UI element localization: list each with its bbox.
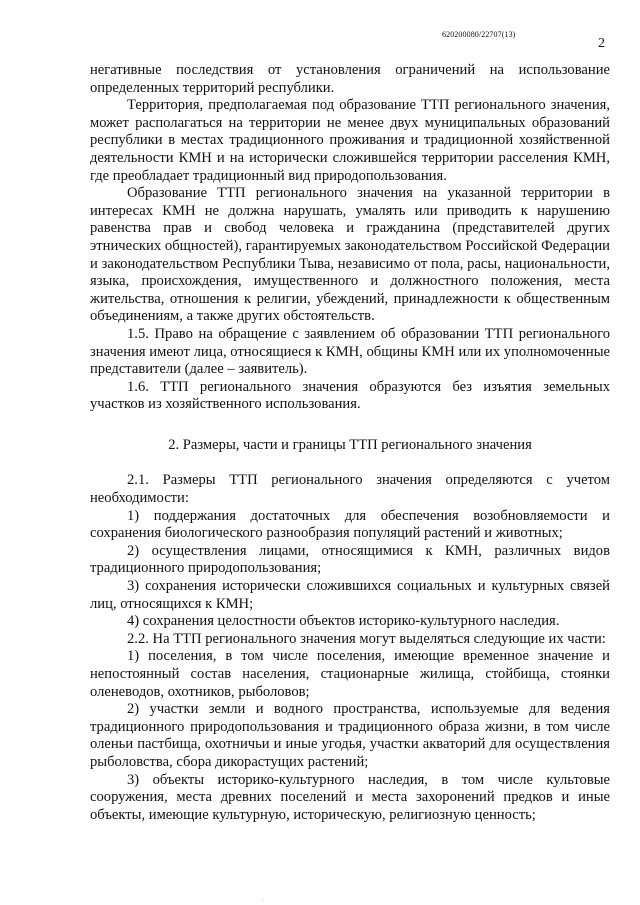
paragraph: 2.1. Размеры ТТП регионального значения определяются с учетом необходимости: [90,472,610,507]
document-body [90,62,610,824]
paragraph: 1.6. ТТП регионального значения образуются без изъятия земельных участков из хозяйственного использования. [90,378,610,413]
page-number: 2 [598,36,605,51]
footer-mark: . [262,896,264,902]
list-item: 2) осуществления лицами, относящимися к КМН, различных видов традиционного природопользования; [90,542,610,577]
list-item: 4) сохранения целостности объектов историко-культурного наследия. [127,613,560,630]
paragraph: негативные последствия от установления ограничений на использование определенных территорий республики. [90,62,610,96]
paragraph: 1.5. Право на обращение с заявлением об образовании ТТП регионального значения имеют лица, относящиеся к КМН, общины КМН или их уполномоченные представители (далее – заявитель). [90,325,610,378]
list-item: 1) поддержания достаточных для обеспечения возобновляемости и сохранения биологического разнообразия популяций растений и животных; [90,507,610,542]
list-item: 3) объекты историко-культурного наследия, в том числе культовые сооружения, места древних поселений и места захоронений предков и иные объекты, имеющие культурную, историческую, религиозную ценность; [90,771,610,823]
paragraph: Образование ТТП регионального значения на указанной территории в интересах КМН не должна нарушать, умалять или приводить к нарушению равенства прав и свобод человека и гражданина (представителей других этнических общностей), гарантируемых законодательством Российской Федерации и законодательством Республики Тыва, независимо от пола, расы, национальности, языка, происхождения, имущественного и должностного положения, места жительства, отношения к религии, убеждений, принадлежности к общественным объединениям, а также других обстоятельств. [90,185,610,325]
paragraph: Территория, предполагаемая под образование ТТП регионального значения, может располагаться на территории не менее двух муниципальных образований республики в местах традиционного проживания и традиционной хозяйственной деятельности КМН и на исторически сложившейся территории расселения КМН, где преобладает традиционный вид природопользования. [90,97,610,184]
list-item: 1) поселения, в том числе поселения, имеющие временное значение и непостоянный состав населения, стационарные жилища, стойбища, стоянки оленеводов, охотников, рыболовов; [90,648,610,700]
list-item: 2) участки земли и водного пространства, используемые для ведения традиционного природопользования и традиционного образа жизни, в том числе оленьи пастбища, охотничьи и иные угодья, участки акваторий для осуществления рыболовства, сбора дикорастущих растений; [90,701,610,770]
paragraph: 2.2. На ТТП регионального значения могут выделяться следующие их части: [127,630,606,647]
section-heading: 2. Размеры, части и границы ТТП регионального значения [168,436,532,453]
list-item: 3) сохранения исторически сложившихся социальных и культурных связей лиц, относящихся к КМН; [90,578,610,612]
doc-code: 620200080/22707(13) [442,30,516,39]
